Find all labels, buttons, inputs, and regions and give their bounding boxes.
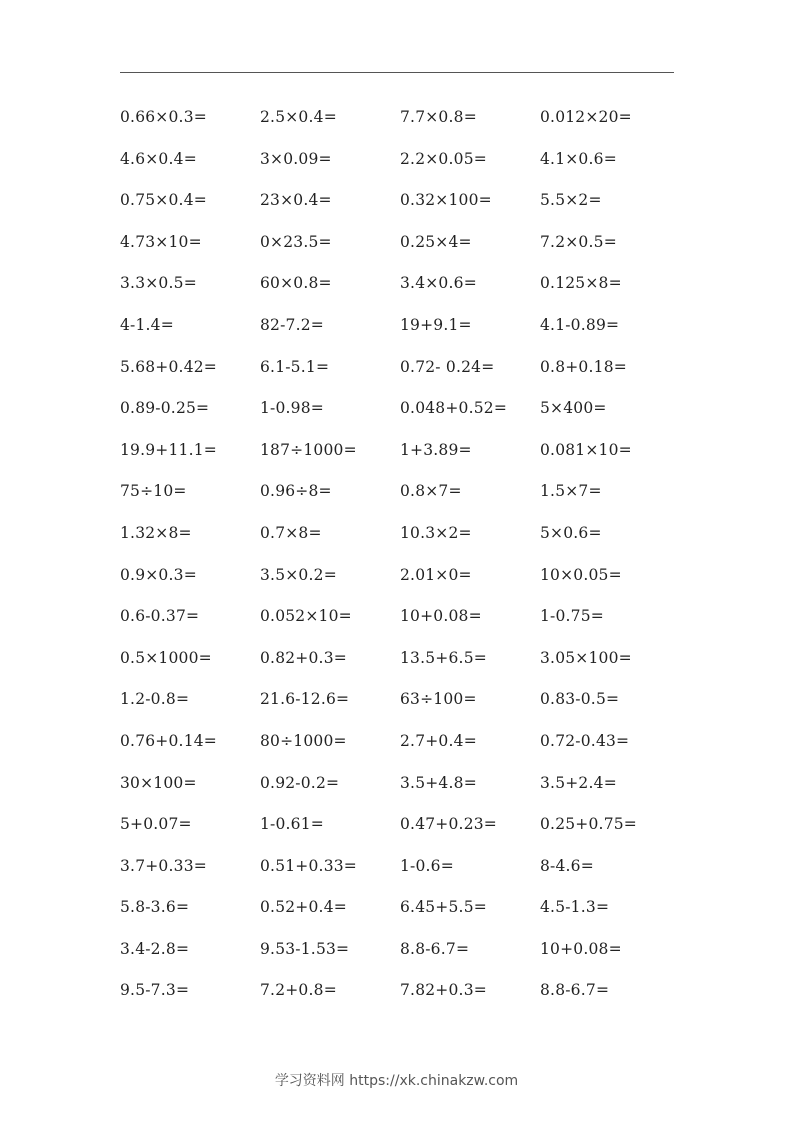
arithmetic-problem: 3.5+2.4= bbox=[540, 773, 617, 792]
arithmetic-problem: 1-0.98= bbox=[260, 399, 324, 418]
arithmetic-problem: 10.3×2= bbox=[400, 523, 472, 542]
arithmetic-problem: 3.7+0.33= bbox=[120, 856, 207, 875]
arithmetic-problem: 13.5+6.5= bbox=[400, 648, 487, 667]
arithmetic-problem: 0.72- 0.24= bbox=[400, 357, 495, 376]
arithmetic-problem: 23×0.4= bbox=[260, 191, 332, 210]
arithmetic-problem: 0.32×100= bbox=[400, 191, 492, 210]
arithmetic-problem: 0.66×0.3= bbox=[120, 108, 207, 126]
arithmetic-problem: 10×0.05= bbox=[540, 565, 622, 584]
arithmetic-problem: 1-0.61= bbox=[260, 815, 324, 834]
arithmetic-problem: 9.53-1.53= bbox=[260, 939, 350, 958]
problem-row bbox=[120, 147, 680, 189]
arithmetic-problem: 21.6-12.6= bbox=[260, 690, 350, 709]
arithmetic-problem: 80÷1000= bbox=[260, 731, 347, 750]
problem-row bbox=[120, 687, 680, 729]
arithmetic-problem: 3.3×0.5= bbox=[120, 274, 197, 293]
arithmetic-problem: 0.76+0.14= bbox=[120, 731, 217, 750]
problem-row bbox=[120, 563, 680, 605]
arithmetic-problem: 3.5+4.8= bbox=[400, 773, 477, 792]
arithmetic-problem: 0.9×0.3= bbox=[120, 565, 197, 584]
arithmetic-problem: 10+0.08= bbox=[400, 607, 482, 626]
arithmetic-problem: 3.4-2.8= bbox=[120, 939, 190, 958]
arithmetic-problem: 0×23.5= bbox=[260, 232, 332, 251]
arithmetic-problem: 63÷100= bbox=[400, 690, 477, 709]
arithmetic-problem: 5+0.07= bbox=[120, 815, 192, 834]
arithmetic-problem: 2.01×0= bbox=[400, 565, 472, 584]
arithmetic-problem: 82-7.2= bbox=[260, 315, 324, 334]
arithmetic-problem: 0.7×8= bbox=[260, 523, 322, 542]
problem-row bbox=[120, 188, 680, 230]
problem-row bbox=[120, 978, 680, 1020]
arithmetic-problem: 7.7×0.8= bbox=[400, 108, 477, 126]
problem-row bbox=[120, 812, 680, 854]
arithmetic-problem: 0.52+0.4= bbox=[260, 898, 347, 917]
arithmetic-problem: 7.2+0.8= bbox=[260, 981, 337, 1000]
problem-row bbox=[120, 895, 680, 937]
arithmetic-problem: 4.5-1.3= bbox=[540, 898, 610, 917]
arithmetic-problem: 0.8×7= bbox=[400, 482, 462, 501]
arithmetic-problem: 4-1.4= bbox=[120, 315, 174, 334]
arithmetic-problem: 187÷1000= bbox=[260, 440, 357, 459]
arithmetic-problem: 9.5-7.3= bbox=[120, 981, 190, 1000]
arithmetic-problem: 0.5×1000= bbox=[120, 648, 212, 667]
arithmetic-problem: 3×0.09= bbox=[260, 149, 332, 168]
arithmetic-problem: 0.25×4= bbox=[400, 232, 472, 251]
arithmetic-problem: 1+3.89= bbox=[400, 440, 472, 459]
arithmetic-problem: 3.5×0.2= bbox=[260, 565, 337, 584]
arithmetic-problem: 1.32×8= bbox=[120, 523, 192, 542]
arithmetic-problem: 0.8+0.18= bbox=[540, 357, 627, 376]
arithmetic-problem: 0.25+0.75= bbox=[540, 815, 637, 834]
arithmetic-problem: 0.125×8= bbox=[540, 274, 622, 293]
problem-row bbox=[120, 313, 680, 355]
arithmetic-problem: 0.012×20= bbox=[540, 108, 632, 126]
arithmetic-problem: 0.47+0.23= bbox=[400, 815, 497, 834]
arithmetic-problem: 10+0.08= bbox=[540, 939, 622, 958]
arithmetic-problem: 8.8-6.7= bbox=[400, 939, 470, 958]
problem-row bbox=[120, 646, 680, 688]
problem-row bbox=[120, 521, 680, 563]
problem-row bbox=[120, 271, 680, 313]
arithmetic-problem: 8-4.6= bbox=[540, 856, 594, 875]
arithmetic-problem: 5×400= bbox=[540, 399, 607, 418]
problem-row bbox=[120, 230, 680, 272]
header-rule bbox=[120, 72, 674, 73]
problem-row bbox=[120, 396, 680, 438]
arithmetic-problem: 6.1-5.1= bbox=[260, 357, 330, 376]
problem-row bbox=[120, 771, 680, 813]
arithmetic-problem: 19.9+11.1= bbox=[120, 440, 217, 459]
arithmetic-problem: 75÷10= bbox=[120, 482, 187, 501]
arithmetic-problem: 4.73×10= bbox=[120, 232, 202, 251]
arithmetic-problem: 0.51+0.33= bbox=[260, 856, 357, 875]
arithmetic-problem: 0.052×10= bbox=[260, 607, 352, 626]
problem-row bbox=[120, 854, 680, 896]
arithmetic-problem: 5×0.6= bbox=[540, 523, 602, 542]
problem-row bbox=[120, 105, 680, 147]
arithmetic-problem: 4.1×0.6= bbox=[540, 149, 617, 168]
problem-row bbox=[120, 438, 680, 480]
arithmetic-problem: 7.82+0.3= bbox=[400, 981, 487, 1000]
problem-grid bbox=[120, 105, 680, 1020]
arithmetic-problem: 2.2×0.05= bbox=[400, 149, 487, 168]
arithmetic-problem: 19+9.1= bbox=[400, 315, 472, 334]
arithmetic-problem: 6.45+5.5= bbox=[400, 898, 487, 917]
arithmetic-problem: 5.8-3.6= bbox=[120, 898, 190, 917]
problem-row bbox=[120, 937, 680, 979]
arithmetic-problem: 8.8-6.7= bbox=[540, 981, 610, 1000]
arithmetic-problem: 5.68+0.42= bbox=[120, 357, 217, 376]
arithmetic-problem: 0.92-0.2= bbox=[260, 773, 340, 792]
problem-row bbox=[120, 355, 680, 397]
arithmetic-problem: 0.89-0.25= bbox=[120, 399, 210, 418]
problem-row bbox=[120, 479, 680, 521]
arithmetic-problem: 1-0.75= bbox=[540, 607, 604, 626]
arithmetic-problem: 1.5×7= bbox=[540, 482, 602, 501]
arithmetic-problem: 0.75×0.4= bbox=[120, 191, 207, 210]
arithmetic-problem: 0.83-0.5= bbox=[540, 690, 620, 709]
arithmetic-problem: 0.048+0.52= bbox=[400, 399, 508, 418]
arithmetic-problem: 4.1-0.89= bbox=[540, 315, 620, 334]
arithmetic-problem: 3.05×100= bbox=[540, 648, 632, 667]
arithmetic-problem: 0.081×10= bbox=[540, 440, 632, 459]
arithmetic-problem: 5.5×2= bbox=[540, 191, 602, 210]
problem-row bbox=[120, 604, 680, 646]
problem-row bbox=[120, 729, 680, 771]
arithmetic-problem: 1-0.6= bbox=[400, 856, 454, 875]
arithmetic-problem: 60×0.8= bbox=[260, 274, 332, 293]
arithmetic-problem: 0.72-0.43= bbox=[540, 731, 630, 750]
arithmetic-problem: 0.82+0.3= bbox=[260, 648, 347, 667]
arithmetic-problem: 0.96÷8= bbox=[260, 482, 332, 501]
footer-watermark: 学习资料网 https://xk.chinakzw.com bbox=[274, 1073, 519, 1089]
arithmetic-problem: 0.6-0.37= bbox=[120, 607, 200, 626]
arithmetic-problem: 1.2-0.8= bbox=[120, 690, 190, 709]
arithmetic-problem: 7.2×0.5= bbox=[540, 232, 617, 251]
arithmetic-problem: 30×100= bbox=[120, 773, 197, 792]
arithmetic-problem: 2.5×0.4= bbox=[260, 108, 337, 126]
arithmetic-problem: 3.4×0.6= bbox=[400, 274, 477, 293]
arithmetic-problem: 2.7+0.4= bbox=[400, 731, 477, 750]
arithmetic-problem: 4.6×0.4= bbox=[120, 149, 197, 168]
